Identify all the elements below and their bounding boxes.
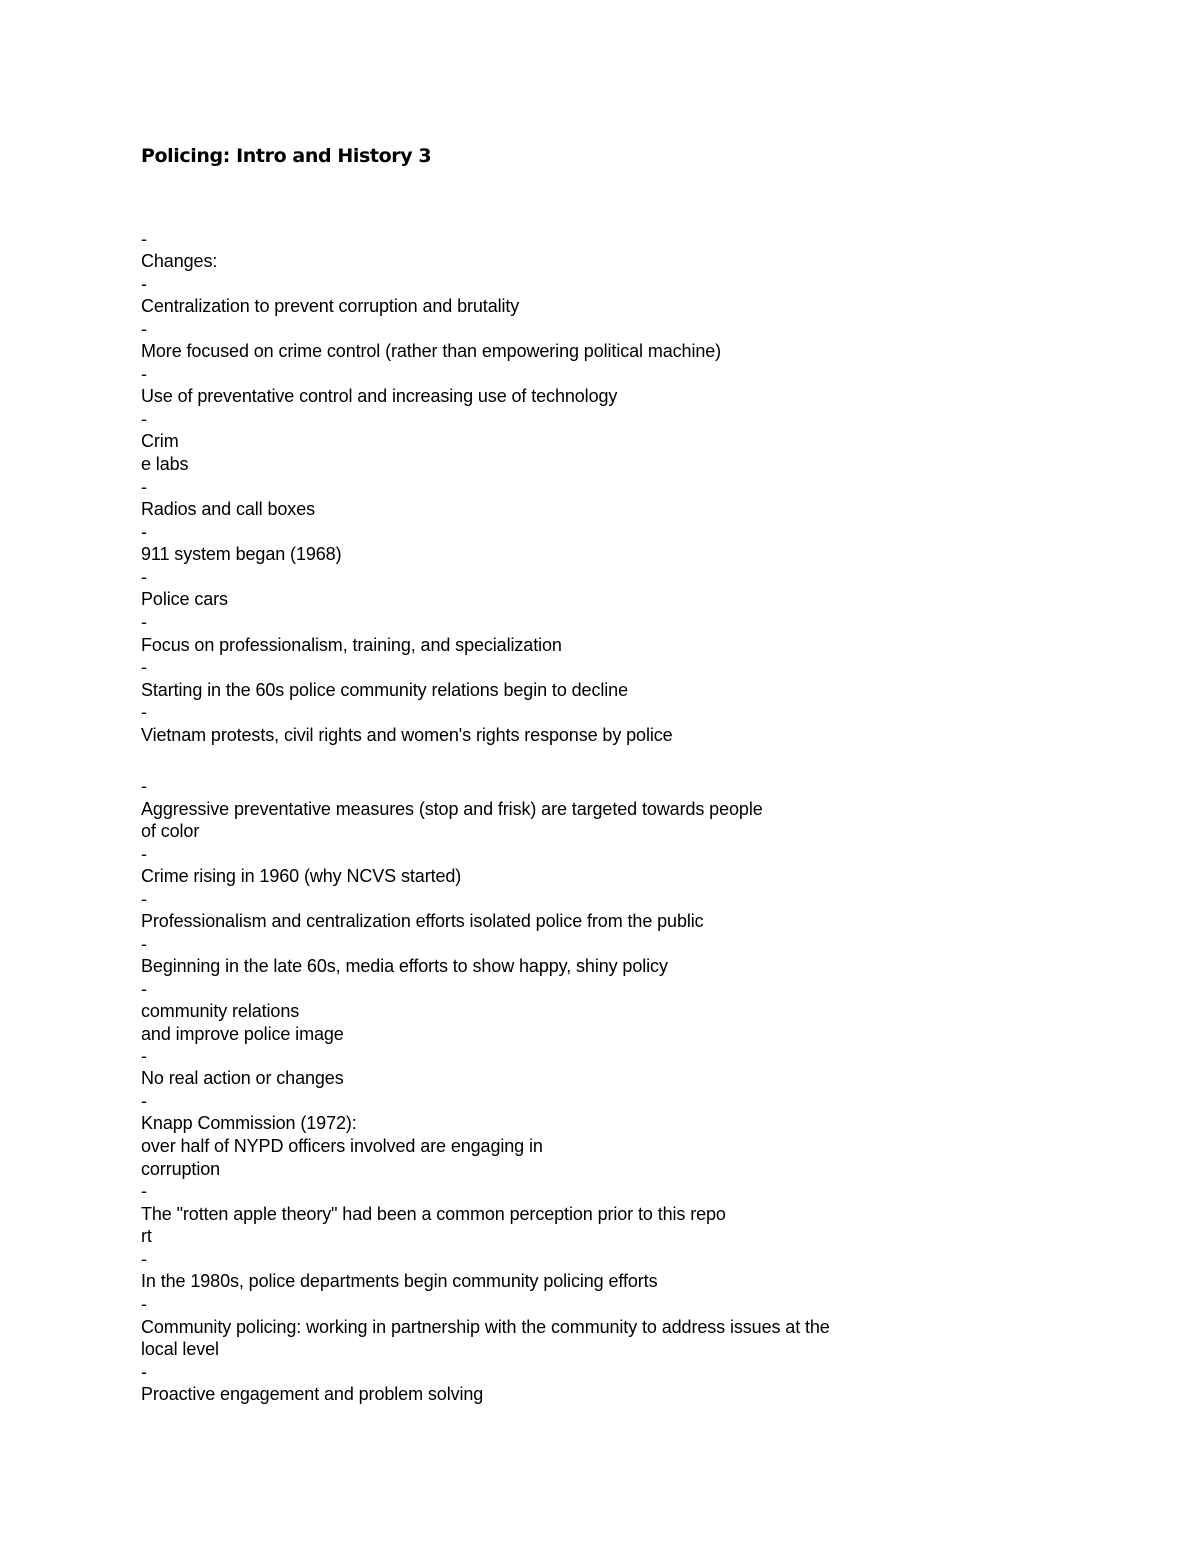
page-title: Policing: Intro and History 3 — [141, 145, 432, 167]
text-line: No real action or changes — [141, 1068, 344, 1088]
bullet-dash: - — [141, 934, 147, 954]
bullet-dash: - — [141, 1249, 147, 1269]
text-line: Starting in the 60s police community relations begin to decline — [141, 680, 628, 700]
text-line: and improve police image — [141, 1024, 344, 1044]
bullet-dash: - — [141, 409, 147, 429]
text-line: community relations — [141, 1001, 300, 1021]
bullet-dash: - — [141, 522, 147, 542]
text-line: e labs — [141, 454, 189, 474]
text-line: Knapp Commission (1972): — [141, 1113, 357, 1133]
text-line: Proactive engagement and problem solving — [141, 1384, 484, 1404]
text-line: of color — [141, 821, 200, 841]
text-line: Professionalism and centralization efforts isolated police from the public — [141, 911, 704, 931]
text-line: 911 system began (1968) — [141, 544, 342, 564]
bullet-dash: - — [141, 319, 147, 339]
text-line: Crim — [141, 431, 179, 451]
bullet-dash: - — [141, 1046, 147, 1066]
bullet-dash: - — [141, 364, 147, 384]
text-line: Police cars — [141, 589, 228, 609]
bullet-dash: - — [141, 567, 147, 587]
bullet-dash: - — [141, 979, 147, 999]
bullet-dash: - — [141, 889, 147, 909]
bullet-dash: - — [141, 1091, 147, 1111]
text-line: over half of NYPD officers involved are engaging in — [141, 1136, 543, 1156]
bullet-dash: - — [141, 1181, 147, 1201]
text-line: The "rotten apple theory" had been a common perception prior to this repo — [141, 1204, 726, 1224]
text-line: corruption — [141, 1159, 221, 1179]
bullet-dash: - — [141, 1362, 147, 1382]
bullet-dash: - — [141, 229, 147, 249]
text-line: Beginning in the late 60s, media efforts to show happy, shiny policy — [141, 956, 668, 976]
text-line: Crime rising in 1960 (why NCVS started) — [141, 866, 462, 886]
text-line: Use of preventative control and increasing use of technology — [141, 386, 618, 406]
text-line: Focus on professionalism, training, and specialization — [141, 635, 562, 655]
text-line: local level — [141, 1339, 219, 1359]
text-line: Changes: — [141, 251, 218, 271]
text-line: rt — [141, 1226, 152, 1246]
bullet-dash: - — [141, 1294, 147, 1314]
text-line: Aggressive preventative measures (stop and frisk) are targeted towards people — [141, 799, 763, 819]
bullet-dash: - — [141, 844, 147, 864]
text-line: In the 1980s, police departments begin community policing efforts — [141, 1271, 658, 1291]
bullet-dash: - — [141, 702, 147, 722]
text-line: Vietnam protests, civil rights and women's rights response by police — [141, 725, 673, 745]
text-line: Centralization to prevent corruption and brutality — [141, 296, 520, 316]
bullet-dash: - — [141, 274, 147, 294]
bullet-dash: - — [141, 612, 147, 632]
bullet-dash: - — [141, 477, 147, 497]
text-line: Radios and call boxes — [141, 499, 316, 519]
bullet-dash: - — [141, 776, 147, 796]
text-line: More focused on crime control (rather than empowering political machine) — [141, 341, 722, 361]
text-line: Community policing: working in partnership with the community to address issues at the — [141, 1317, 830, 1337]
bullet-dash: - — [141, 657, 147, 677]
